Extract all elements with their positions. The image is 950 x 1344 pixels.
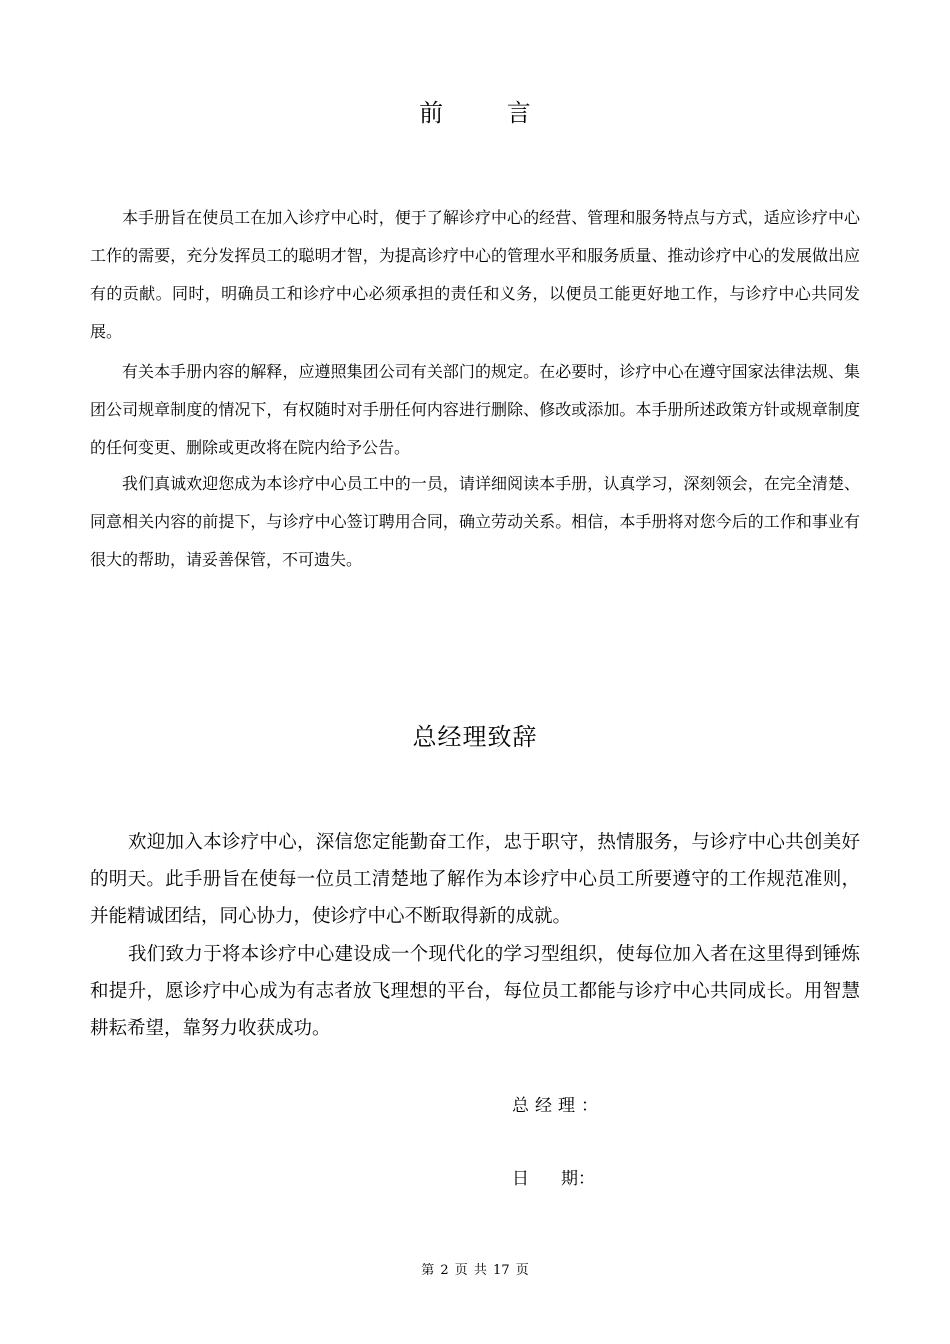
preface-paragraph-2: 有关本手册内容的解释，应遵照集团公司有关部门的规定。在必要时，诊疗中心在遵守国家法律法规、集团公司规章制度的情况下，有权随时对手册任何内容进行删除、修改或添加。本手册所述政策方针或规章制度的任何变更、删除或更改将在院内给予公告。 [90,362,860,457]
gm-address-paragraph-1: 欢迎加入本诊疗中心，深信您定能勤奋工作，忠于职守，热情服务，与诊疗中心共创美好的明天。此手册旨在使每一位员工清楚地了解作为本诊疗中心员工所要遵守的工作规范准则，并能精诚团结，同心协力，使诊疗中心不断取得新的成就。 [90,832,860,927]
date-label-part2: 期： [561,1169,595,1189]
signature-label: 总经理： [512,1096,604,1116]
gm-address-paragraph-2: 我们致力于将本诊疗中心建设成一个现代化的学习型组织，使每位加入者在这里得到锤炼和提升，愿诊疗中心成为有志者放飞理想的平台，每位员工都能与诊疗中心共同成长。用智慧耕耘希望，靠努力收获成功。 [90,944,860,1039]
preface-paragraph-1: 本手册旨在使员工在加入诊疗中心时，便于了解诊疗中心的经营、管理和服务特点与方式，适应诊疗中心工作的需要，充分发挥员工的聪明才智，为提高诊疗中心的管理水平和服务质量、推动诊疗中心的发展做出应有的贡献。同时，明确员工和诊疗中心必须承担的责任和义务，以便员工能更好地工作，与诊疗中心共同发展。 [90,208,860,341]
preface-paragraph-3: 我们真诚欢迎您成为本诊疗中心员工中的一员，请详细阅读本手册，认真学习，深刻领会，在完全清楚、同意相关内容的前提下，与诊疗中心签订聘用合同，确立劳动关系。相信，本手册将对您今后的工作和事业有很大的帮助，请妥善保管，不可遗失。 [90,474,860,569]
gm-address-title: 总经理致辞 [412,723,538,751]
date-label-part1: 日 [512,1169,529,1189]
page-footer: 第 2 页 共 17 页 [421,1263,529,1278]
date-label [512,1167,595,1191]
preface-title: 前 言 [419,99,559,127]
